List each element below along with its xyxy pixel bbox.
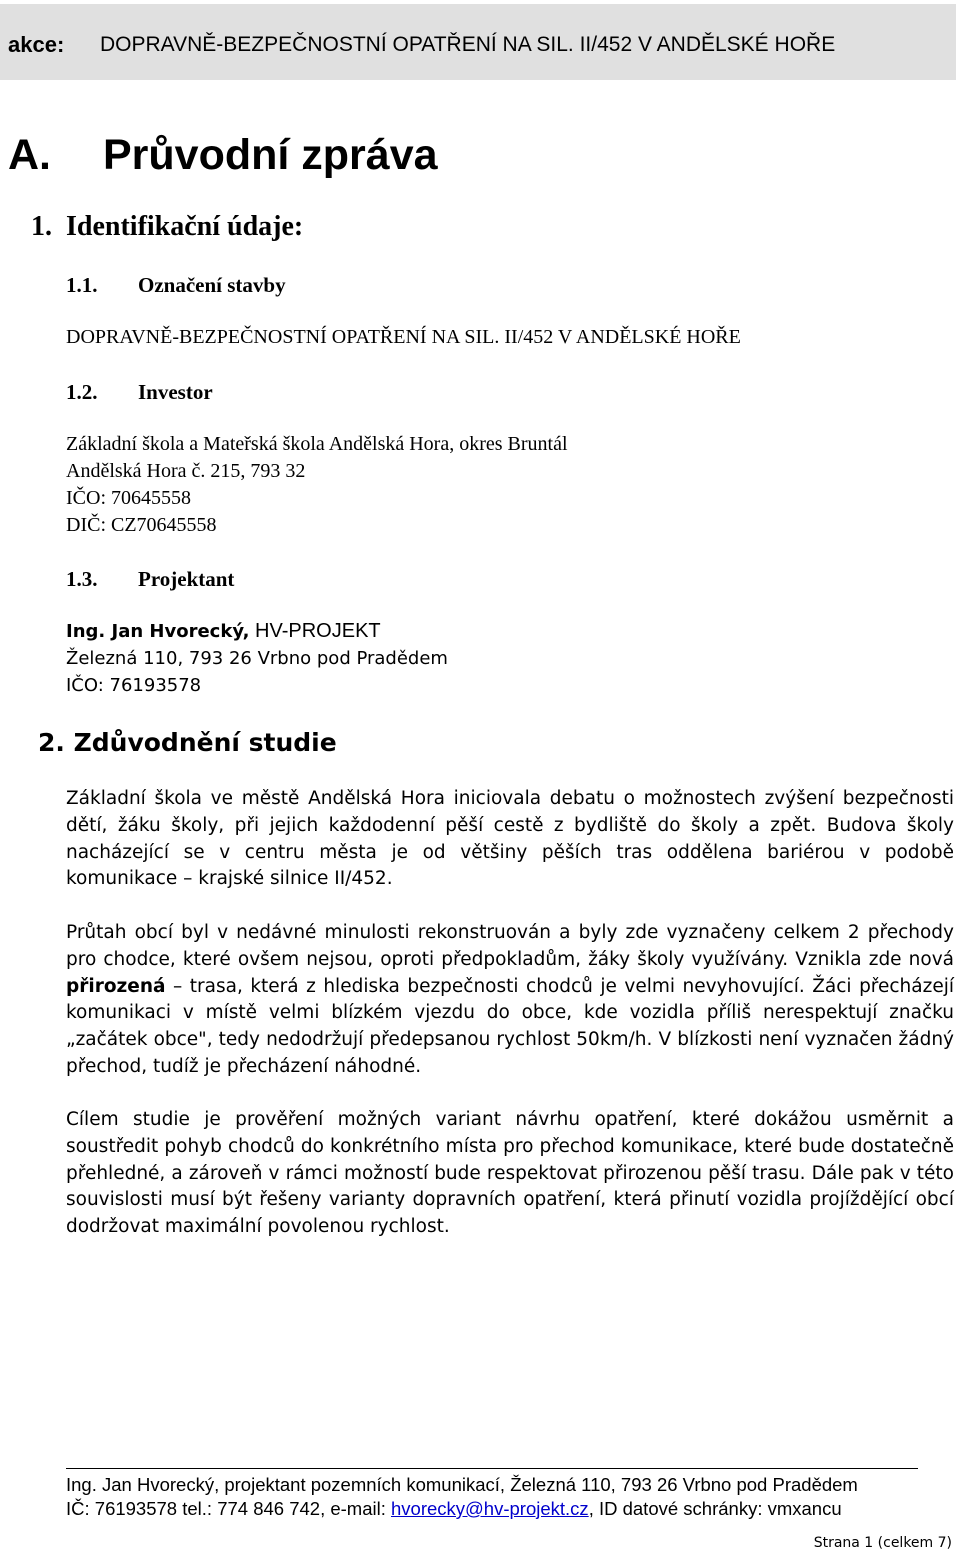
investor-line: Andělská Hora č. 215, 793 32 bbox=[66, 460, 306, 482]
paragraph-text bbox=[66, 920, 954, 1081]
email-link[interactable]: hvorecky@hv-projekt.cz bbox=[391, 1498, 589, 1519]
section-1-2-number: 1.2. bbox=[66, 380, 98, 404]
page-number: Strana 1 (celkem 7) bbox=[813, 1535, 952, 1551]
designer-ico: IČO: 76193578 bbox=[66, 675, 202, 696]
paragraph-part: – trasa, která z hlediska bezpečnosti chodců je velmi nevyhovující. Žáci přecházejí komunikaci v místě velmi blízkém vjezdu do obce, kde vozidla příliš nerespektují značku „začátek obce", tedy nedodržují předepsanou rychlost 50km/h. V blízkosti není vyznačen žádný přechod, tudíž je přecházení náhodné. bbox=[66, 975, 954, 1077]
investor-line: Základní škola a Mateřská škola Andělská Hora, okres Bruntál bbox=[66, 433, 568, 455]
section-2-heading bbox=[38, 728, 337, 758]
footer-divider bbox=[66, 1468, 918, 1469]
designer-company: HV-PROJEKT bbox=[249, 620, 381, 642]
paragraph-part: Průtah obcí byl v nedávné minulosti rekonstruován a byly zde vyznačeny celkem 2 přechody pro chodce, které ovšem nejsou, oproti předpokladům, žáky školy využívány. Vznikla zde nová bbox=[66, 922, 954, 970]
footer-contact: IČ: 76193578 tel.: 774 846 742, e-mail: bbox=[66, 1498, 391, 1519]
bold-term: přirozená bbox=[66, 975, 166, 997]
footer-line-1: Ing. Jan Hvorecký, projektant pozemních komunikací, Železná 110, 793 26 Vrbno pod Pradědem bbox=[66, 1474, 858, 1495]
investor-line: DIČ: CZ70645558 bbox=[66, 514, 217, 536]
header-value: DOPRAVNĚ-BEZPEČNOSTNÍ OPATŘENÍ NA SIL. II/452 V ANDĚLSKÉ HOŘE bbox=[100, 33, 836, 56]
footer-databox: , ID datové schránky: vmxancu bbox=[588, 1498, 842, 1519]
header-label: akce: bbox=[8, 32, 65, 57]
section-1-3-number: 1.3. bbox=[66, 567, 98, 591]
section-1-2-title: Investor bbox=[138, 380, 213, 404]
section-2-number: 2. bbox=[38, 728, 65, 757]
header-bar bbox=[0, 4, 956, 80]
paragraph-text: Základní škola ve městě Andělská Hora iniciovala debatu o možnostech zvýšení bezpečnosti dětí, žáku školy, při jejich každodenní pěší cestě z bydliště do školy a zpět. Budova školy nacházející se v centru města je od většiny pěších tras oddělena bariérou v podobě komunikace – krajské silnice II/452. bbox=[66, 788, 954, 890]
section-1-3-title: Projektant bbox=[138, 567, 235, 591]
title-number: A. bbox=[8, 131, 51, 179]
page-title: Průvodní zpráva bbox=[103, 131, 438, 179]
section-1-1-title: Označení stavby bbox=[138, 273, 286, 297]
section-2-title: Zdůvodnění studie bbox=[73, 728, 337, 757]
paragraph bbox=[66, 786, 954, 893]
paragraph bbox=[66, 920, 954, 1081]
footer bbox=[66, 1473, 858, 1521]
section-1-title: Identifikační údaje: bbox=[66, 211, 304, 242]
designer-name: Ing. Jan Hvorecký, bbox=[66, 621, 250, 642]
section-1-1-number: 1.1. bbox=[66, 273, 98, 297]
building-name: DOPRAVNĚ-BEZPEČNOSTNÍ OPATŘENÍ NA SIL. II/452 V ANDĚLSKÉ HOŘE bbox=[66, 326, 741, 348]
paragraph-text: Cílem studie je prověření možných variant návrhu opatření, které dokážou usměrnit a soustředit pohyb chodců do konkrétního místa pro přechod komunikace, které bude dostatečně přehledné, a zároveň v rámci možností bude respektovat přirozenou pěší trasu. Dále pak v této souvislosti musí být řešeny varianty dopravních opatření, která přinutí vozidla projíždějící obcí dodržovat maximální povolenou rychlost. bbox=[66, 1109, 954, 1238]
footer-line-2 bbox=[66, 1497, 858, 1521]
designer-line bbox=[66, 618, 381, 645]
section-1-number: 1. bbox=[31, 211, 52, 242]
designer-address: Železná 110, 793 26 Vrbno pod Pradědem bbox=[66, 648, 448, 669]
investor-line: IČO: 70645558 bbox=[66, 487, 191, 509]
paragraph bbox=[66, 1107, 954, 1241]
